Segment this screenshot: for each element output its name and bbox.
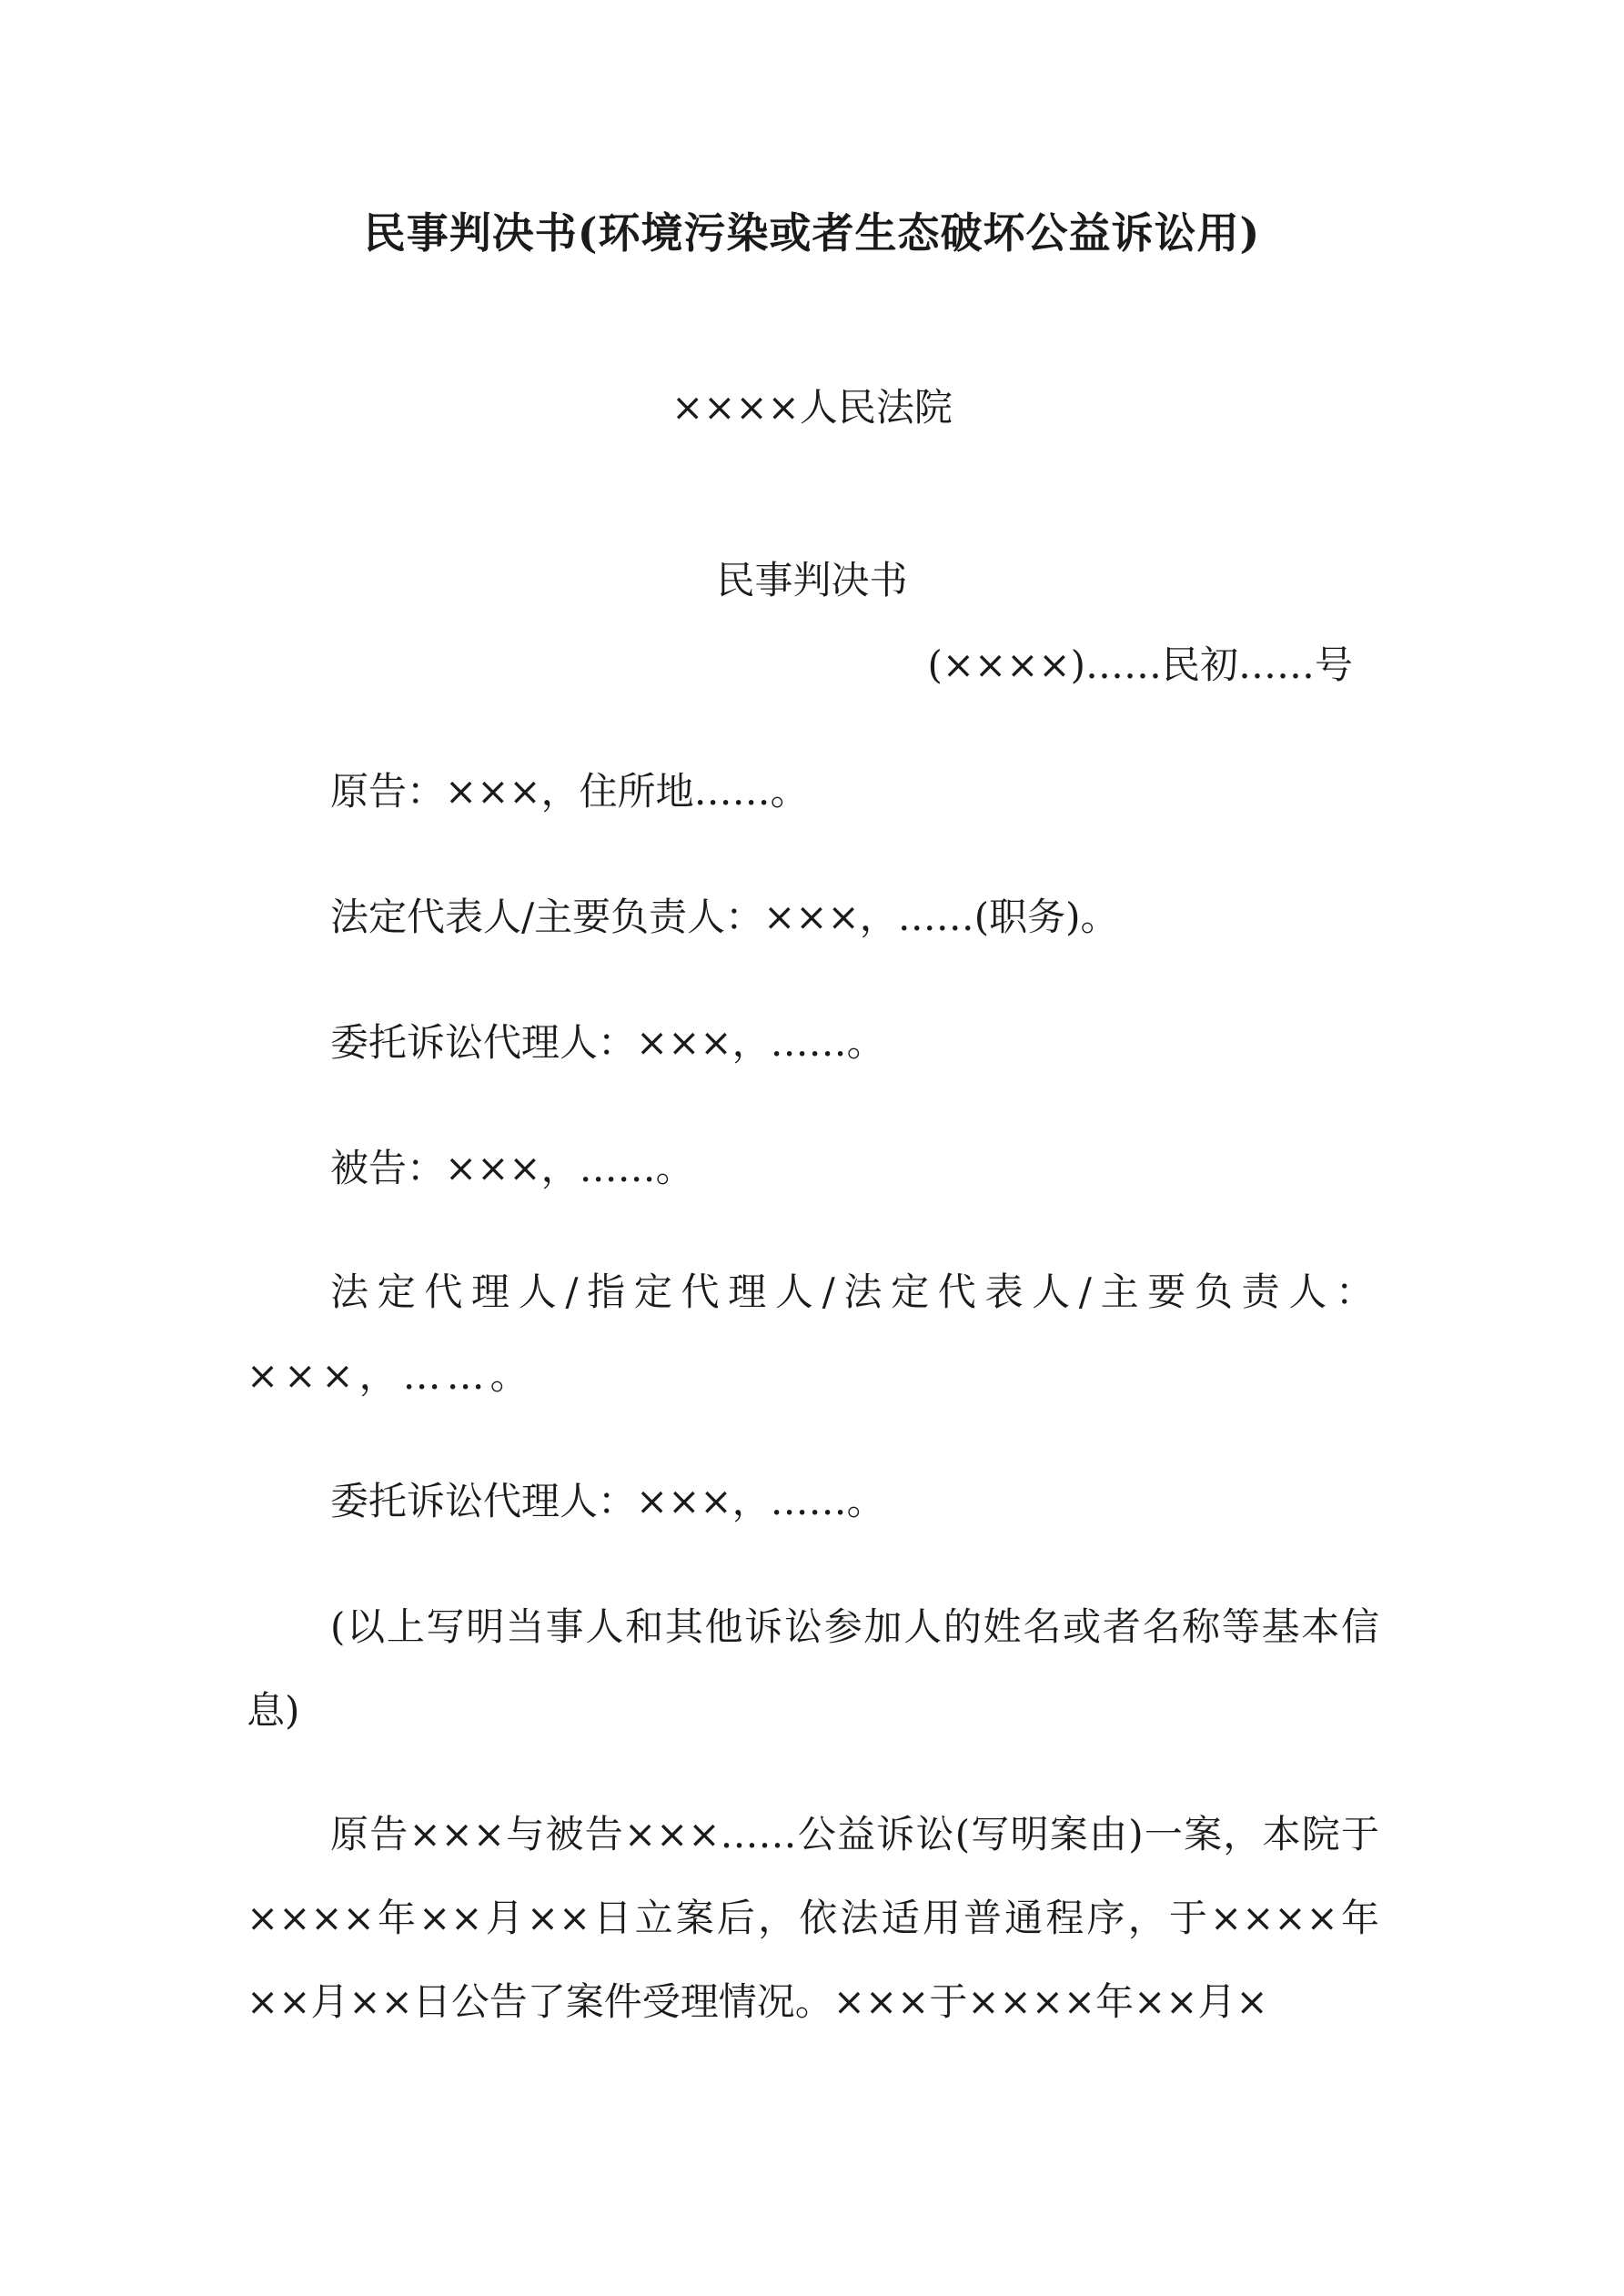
judgment-heading: 民事判决书	[716, 558, 908, 602]
document-title: 民事判决书(环境污染或者生态破坏公益诉讼用)	[363, 208, 1261, 258]
court-name: ××××人民法院	[671, 385, 953, 430]
case-history-paragraph: 原告×××与被告×××……公益诉讼(写明案由)一案，本院于××××年××月××日立案后，依法适用普通程序，于××××年××月××日公告了案件受理情况。×××于××××年××月×	[247, 1812, 1379, 2024]
plaintiff-paragraph: 原告：×××，住所地……。	[330, 769, 809, 814]
defendant-paragraph: 被告：×××，……。	[330, 1146, 694, 1190]
defendant-agent-paragraph: 委托诉讼代理人：×××，……。	[330, 1479, 885, 1523]
plaintiff-representative-paragraph: 法定代表人/主要负责人：×××，……(职务)。	[330, 895, 1119, 939]
parties-note-paragraph: (以上写明当事人和其他诉讼参加人的姓名或者名称等基本信息)	[247, 1604, 1379, 1733]
defendant-representative-paragraph: 法定代理人/指定代理人/法定代表人/主要负责人：×××，……。	[247, 1269, 1379, 1398]
plaintiff-agent-paragraph: 委托诉讼代理人：×××，……。	[330, 1020, 885, 1065]
case-number: (××××)……民初……号	[927, 642, 1353, 687]
